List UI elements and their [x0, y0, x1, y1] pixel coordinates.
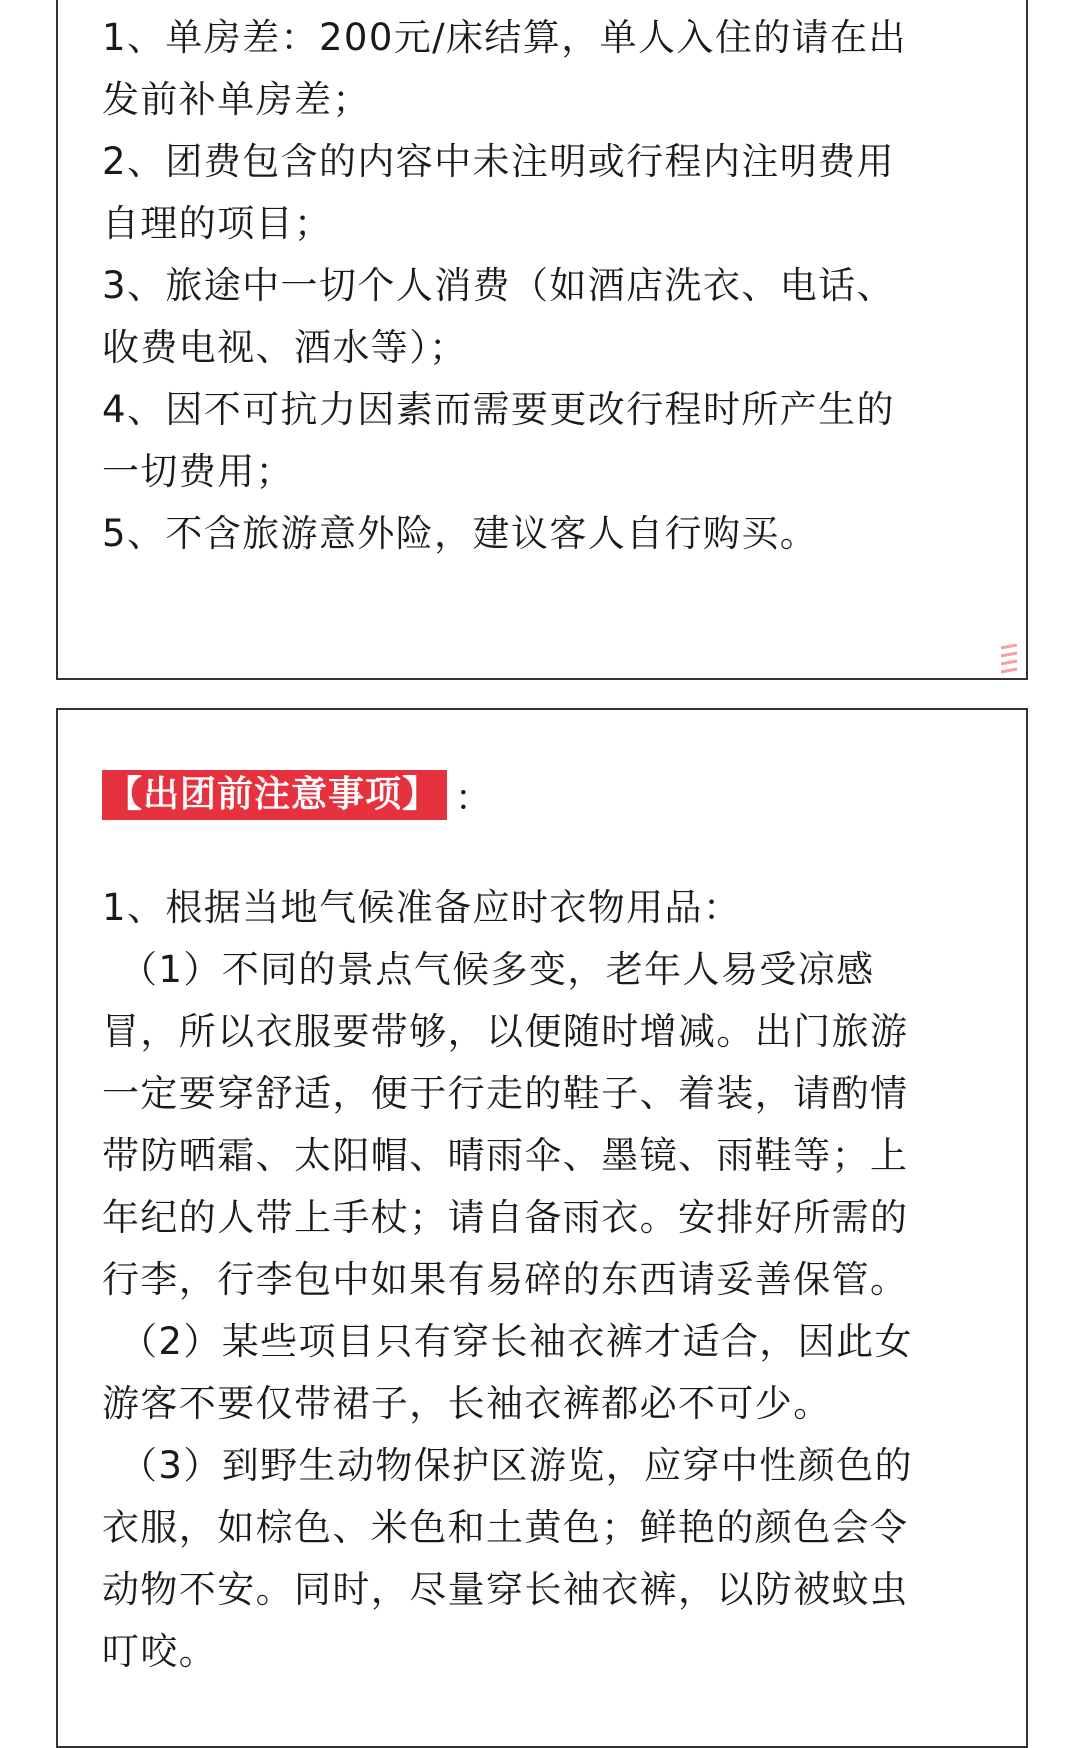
exclusion-line: 收费电视、酒水等）； [102, 326, 468, 369]
exclusion-line: 发前补单房差； [102, 78, 371, 121]
fee-exclusions-panel [56, 0, 1028, 680]
note-line: 带防晒霜、太阳帽、晴雨伞、墨镜、雨鞋等；上 [102, 1134, 909, 1177]
section-heading-suffix: ： [455, 777, 492, 819]
note-line: 叮咬。 [102, 1630, 218, 1673]
exclusion-line: 一切费用； [102, 450, 294, 493]
note-line: 游客不要仅带裙子，长袖衣裤都必不可少。 [102, 1382, 832, 1425]
note-line: 冒，所以衣服要带够，以便随时增减。出门旅游 [102, 1010, 909, 1053]
exclusion-line: 3、旅途中一切个人消费（如酒店洗衣、电话、 [102, 264, 895, 307]
note-line: 动物不安。同时，尽量穿长袖衣裤，以防被蚊虫 [102, 1568, 909, 1611]
note-line: 行李，行李包中如果有易碎的东西请妥善保管。 [102, 1258, 909, 1301]
section-heading-label: 【出团前注意事项】 [102, 770, 447, 820]
exclusion-line: 自理的项目； [102, 202, 333, 245]
pre-departure-notes-panel [56, 708, 1028, 1748]
note-line: 1、根据当地气候准备应时衣物用品： [102, 886, 742, 929]
exclusion-line: 5、不含旅游意外险，建议客人自行购买。 [102, 512, 819, 555]
exclusion-line: 1、单房差：200元/床结算，单人入住的请在出 [102, 16, 907, 59]
note-line: 年纪的人带上手杖；请自备雨衣。安排好所需的 [102, 1196, 909, 1239]
note-line: 衣服，如棕色、米色和土黄色；鲜艳的颜色会令 [102, 1506, 909, 1549]
note-line: （1）不同的景点气候多变，老年人易受凉感 [120, 948, 875, 991]
exclusion-line: 2、团费包含的内容中未注明或行程内注明费用 [102, 140, 895, 183]
decorative-stripes-icon [998, 644, 1020, 674]
exclusion-line: 4、因不可抗力因素而需要更改行程时所产生的 [102, 388, 895, 431]
note-line: （2）某些项目只有穿长袖衣裤才适合，因此女 [120, 1320, 913, 1363]
note-line: 一定要穿舒适，便于行走的鞋子、着装，请酌情 [102, 1072, 909, 1115]
note-line: （3）到野生动物保护区游览，应穿中性颜色的 [120, 1444, 913, 1487]
section-heading [102, 770, 491, 820]
